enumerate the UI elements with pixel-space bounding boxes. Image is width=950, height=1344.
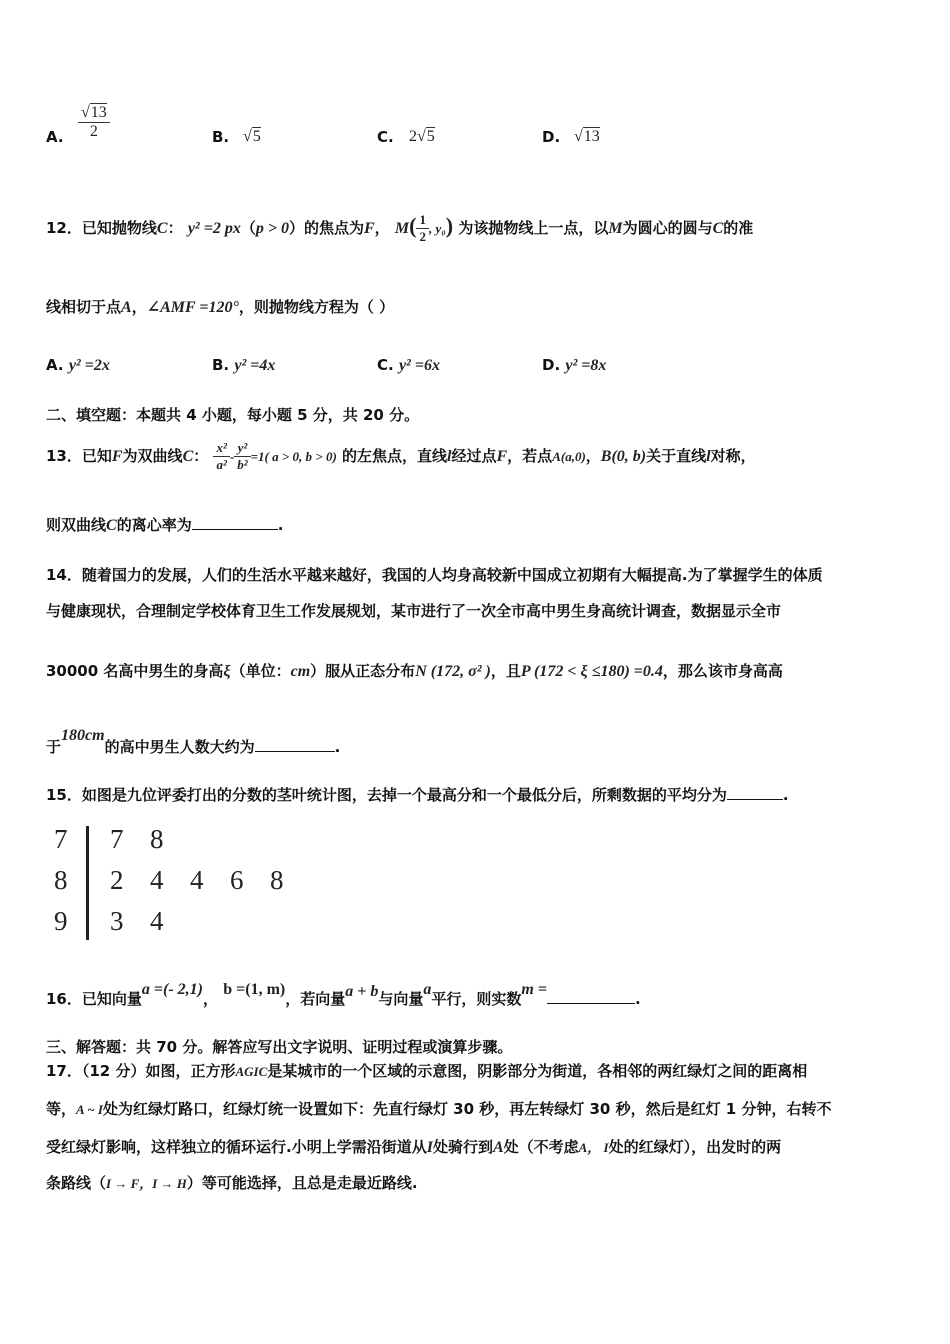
- q17-line4: 条路线（I → F，I → H）等可能选择，且总是走最近路线.: [46, 1174, 418, 1192]
- q12-line1: 12．已知抛物线C： y² =2 px（p > 0）的焦点为F， M( $\frac{1}{2}$ , y₀) 为该抛物线上一点，以M为圆心的圆与C的准: [46, 212, 754, 244]
- stem-9: 9: [54, 906, 68, 936]
- leaf: 7: [110, 824, 124, 854]
- stem-leaf-divider: [86, 826, 89, 940]
- q11-option-c-value: 2√5: [409, 128, 435, 145]
- q14-line1: 14．随着国力的发展，人们的生活水平越来越好，我国的人均身高较新中国成立初期有大幅提高.为了掌握学生的体质: [46, 566, 823, 584]
- q12-option-a: A. y² =2x: [46, 356, 110, 374]
- leaf: 8: [270, 865, 284, 895]
- q16-answer-blank[interactable]: [547, 989, 635, 1004]
- q11-option-c-label: C.: [377, 128, 394, 146]
- q13-line1: 13．已知F为双曲线C： $\frac{\text{x²}}{\text{a²}}$ - $\frac{\text{y²}}{\text{b²}}$ =1( a > 0, b > 0) 的左焦点，直线l经过点F，若点A(a,0)，B(0, b)关于直线l对称，: [46, 440, 756, 472]
- section-solutions-heading: 三、解答题：共 70 分。解答应写出文字说明、证明过程或演算步骤。: [46, 1038, 513, 1056]
- q12-option-b: B. y² =4x: [212, 356, 276, 374]
- q13-answer-blank[interactable]: [192, 515, 278, 530]
- q15-answer-blank[interactable]: [727, 785, 783, 800]
- leaf: 8: [150, 824, 164, 854]
- q16-text: 16．已知向量a =(- 2,1)， b =(1, m)，若向量a + b与向量a平行，则实数m =.: [46, 981, 641, 1008]
- q14-line4: 于180cm的高中男生人数大约为 .: [46, 727, 341, 756]
- q12-line2: 线相切于点A，∠AMF =120°，则抛物线方程为（ ）: [46, 298, 395, 316]
- leaf: 3: [110, 906, 124, 936]
- q11-option-a-value: $\frac{√13}{2}$: [78, 104, 110, 141]
- q14-line2: 与健康现状，合理制定学校体育卫生工作发展规划，某市进行了一次全市高中男生身高统计调查，数据显示全市: [46, 602, 782, 620]
- leaf: 6: [230, 865, 244, 895]
- q15-text: 15．如图是九位评委打出的分数的茎叶统计图，去掉一个最高分和一个最低分后，所剩数据的平均分为 .: [46, 786, 789, 804]
- section-fill-in-heading: 二、填空题：本题共 4 小题，每小题 5 分，共 20 分。: [46, 406, 420, 424]
- q14-line3: 30000 名高中男生的身高ξ（单位：cm）服从正态分布N (172, σ² )，且P (172 < ξ ≤180) =0.4，那么该市身高高: [46, 662, 783, 680]
- q14-answer-blank[interactable]: [255, 737, 335, 752]
- q11-option-d-label: D.: [542, 128, 561, 146]
- q17-line2: 等，A ~ I处为红绿灯路口，红绿灯统一设置如下：先直行绿灯 30 秒，再左转绿灯 30 秒，然后是红灯 1 分钟，右转不: [46, 1100, 832, 1118]
- q11-option-d-value: √13: [574, 128, 600, 145]
- leaf: 2: [110, 865, 124, 895]
- leaf: 4: [190, 865, 204, 895]
- leaf: 4: [150, 865, 164, 895]
- q11-option-a-label: A.: [46, 128, 64, 146]
- q17-line1: 17．（12 分）如图，正方形AGIC是某城市的一个区域的示意图，阴影部分为街道，各相邻的两红绿灯之间的距离相: [46, 1062, 808, 1080]
- q11-option-b-label: B.: [212, 128, 230, 146]
- q12-option-c: C. y² =6x: [377, 356, 440, 374]
- q13-line2: 则双曲线C的离心率为 .: [46, 516, 284, 534]
- stem-7: 7: [54, 824, 68, 854]
- q11-option-b-value: √5: [243, 128, 261, 145]
- leaf: 4: [150, 906, 164, 936]
- stem-8: 8: [54, 865, 68, 895]
- q17-line3: 受红绿灯影响，这样独立的循环运行.小明上学需沿街道从I处骑行到A处（不考虑A， I处的红绿灯），出发时的两: [46, 1138, 782, 1156]
- q12-option-d: D. y² =8x: [542, 356, 607, 374]
